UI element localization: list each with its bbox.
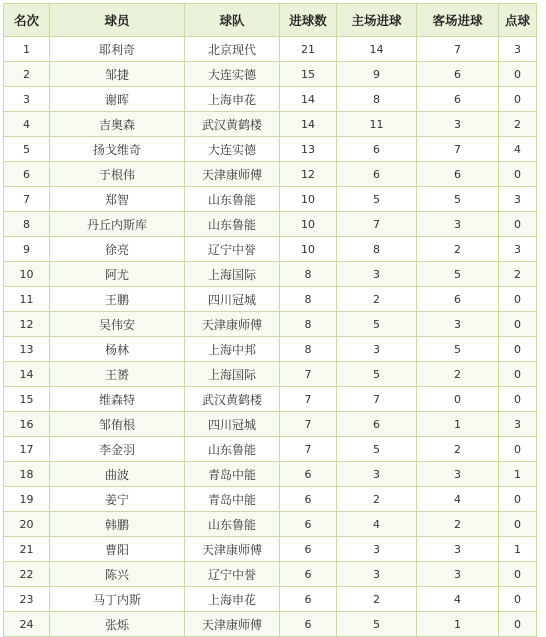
penalty-cell: 0: [499, 337, 537, 362]
away-goals-cell: 3: [417, 312, 499, 337]
home-goals-cell: 5: [337, 362, 417, 387]
penalty-cell: 0: [499, 212, 537, 237]
penalty-cell: 0: [499, 612, 537, 637]
goals-cell: 7: [280, 412, 337, 437]
player-cell: 徐亮: [50, 237, 185, 262]
rank-cell: 14: [4, 362, 50, 387]
rank-cell: 4: [4, 112, 50, 137]
team-cell: 四川冠城: [185, 287, 280, 312]
home-goals-cell: 5: [337, 312, 417, 337]
rank-cell: 9: [4, 237, 50, 262]
team-cell: 大连实德: [185, 62, 280, 87]
away-goals-cell: 5: [417, 187, 499, 212]
rank-cell: 7: [4, 187, 50, 212]
table-row: [4, 487, 537, 512]
table-row: [4, 312, 537, 337]
penalty-cell: 0: [499, 87, 537, 112]
goals-cell: 14: [280, 87, 337, 112]
rank-cell: 24: [4, 612, 50, 637]
player-cell: 陈兴: [50, 562, 185, 587]
home-goals-cell: 2: [337, 487, 417, 512]
away-goals-cell: 6: [417, 87, 499, 112]
table-row: [4, 137, 537, 162]
table-header: [4, 4, 537, 37]
table-row: [4, 387, 537, 412]
home-goals-cell: 8: [337, 87, 417, 112]
table-row: [4, 587, 537, 612]
away-goals-cell: 7: [417, 137, 499, 162]
away-goals-cell: 3: [417, 537, 499, 562]
penalty-cell: 0: [499, 387, 537, 412]
team-cell: 天津康师傅: [185, 312, 280, 337]
table-row: [4, 287, 537, 312]
rank-cell: 8: [4, 212, 50, 237]
team-cell: 上海申花: [185, 587, 280, 612]
rank-cell: 10: [4, 262, 50, 287]
goals-cell: 6: [280, 562, 337, 587]
home-goals-cell: 6: [337, 162, 417, 187]
table-body: [4, 37, 537, 637]
away-goals-cell: 4: [417, 487, 499, 512]
player-cell: 邹侑根: [50, 412, 185, 437]
home-goals-cell: 8: [337, 237, 417, 262]
team-cell: 天津康师傅: [185, 537, 280, 562]
home-goals-cell: 7: [337, 387, 417, 412]
penalty-cell: 2: [499, 112, 537, 137]
table-row: [4, 187, 537, 212]
away-goals-cell: 3: [417, 112, 499, 137]
player-cell: 耶利奇: [50, 37, 185, 62]
table-row: [4, 237, 537, 262]
player-cell: 于根伟: [50, 162, 185, 187]
goals-cell: 8: [280, 262, 337, 287]
player-cell: 谢晖: [50, 87, 185, 112]
player-cell: 邹捷: [50, 62, 185, 87]
player-cell: 张烁: [50, 612, 185, 637]
goals-cell: 6: [280, 537, 337, 562]
away-goals-cell: 5: [417, 337, 499, 362]
home-goals-cell: 3: [337, 337, 417, 362]
scorer-table: [3, 3, 537, 637]
goals-cell: 21: [280, 37, 337, 62]
team-cell: 山东鲁能: [185, 212, 280, 237]
goals-cell: 6: [280, 512, 337, 537]
rank-cell: 2: [4, 62, 50, 87]
player-cell: 丹丘内斯库: [50, 212, 185, 237]
penalty-cell: 3: [499, 237, 537, 262]
player-cell: 郑智: [50, 187, 185, 212]
away-goals-cell: 2: [417, 237, 499, 262]
player-cell: 吉奥森: [50, 112, 185, 137]
rank-cell: 18: [4, 462, 50, 487]
table-row: [4, 162, 537, 187]
away-goals-cell: 5: [417, 262, 499, 287]
header-team: 球队: [185, 4, 280, 37]
table-row: [4, 37, 537, 62]
table-row: [4, 362, 537, 387]
penalty-cell: 0: [499, 287, 537, 312]
rank-cell: 13: [4, 337, 50, 362]
rank-cell: 21: [4, 537, 50, 562]
away-goals-cell: 7: [417, 37, 499, 62]
penalty-cell: 3: [499, 412, 537, 437]
goals-cell: 8: [280, 312, 337, 337]
team-cell: 青岛中能: [185, 487, 280, 512]
away-goals-cell: 0: [417, 387, 499, 412]
player-cell: 吴伟安: [50, 312, 185, 337]
rank-cell: 20: [4, 512, 50, 537]
team-cell: 武汉黄鹤楼: [185, 112, 280, 137]
penalty-cell: 0: [499, 437, 537, 462]
penalty-cell: 0: [499, 62, 537, 87]
home-goals-cell: 5: [337, 187, 417, 212]
player-cell: 韩鹏: [50, 512, 185, 537]
player-cell: 王赟: [50, 362, 185, 387]
team-cell: 武汉黄鹤楼: [185, 387, 280, 412]
penalty-cell: 0: [499, 487, 537, 512]
table-row: [4, 437, 537, 462]
rank-cell: 11: [4, 287, 50, 312]
away-goals-cell: 3: [417, 562, 499, 587]
away-goals-cell: 3: [417, 462, 499, 487]
header-away-goals: 客场进球: [417, 4, 499, 37]
home-goals-cell: 9: [337, 62, 417, 87]
home-goals-cell: 5: [337, 612, 417, 637]
player-cell: 李金羽: [50, 437, 185, 462]
away-goals-cell: 6: [417, 62, 499, 87]
table-row: [4, 87, 537, 112]
rank-cell: 6: [4, 162, 50, 187]
penalty-cell: 0: [499, 312, 537, 337]
goals-cell: 7: [280, 437, 337, 462]
player-cell: 王鹏: [50, 287, 185, 312]
table-row: [4, 62, 537, 87]
away-goals-cell: 1: [417, 612, 499, 637]
penalty-cell: 3: [499, 187, 537, 212]
away-goals-cell: 4: [417, 587, 499, 612]
team-cell: 山东鲁能: [185, 437, 280, 462]
rank-cell: 1: [4, 37, 50, 62]
home-goals-cell: 3: [337, 537, 417, 562]
away-goals-cell: 6: [417, 162, 499, 187]
rank-cell: 3: [4, 87, 50, 112]
team-cell: 辽宁中誉: [185, 562, 280, 587]
home-goals-cell: 14: [337, 37, 417, 62]
player-cell: 马丁内斯: [50, 587, 185, 612]
goals-cell: 6: [280, 612, 337, 637]
team-cell: 上海申花: [185, 87, 280, 112]
goals-cell: 8: [280, 287, 337, 312]
goals-cell: 10: [280, 187, 337, 212]
team-cell: 上海中邦: [185, 337, 280, 362]
table-row: [4, 562, 537, 587]
team-cell: 上海国际: [185, 362, 280, 387]
penalty-cell: 0: [499, 587, 537, 612]
team-cell: 大连实德: [185, 137, 280, 162]
table-row: [4, 537, 537, 562]
goals-cell: 14: [280, 112, 337, 137]
table-row: [4, 212, 537, 237]
goals-cell: 15: [280, 62, 337, 87]
header-home-goals: 主场进球: [337, 4, 417, 37]
rank-cell: 5: [4, 137, 50, 162]
table-row: [4, 412, 537, 437]
away-goals-cell: 2: [417, 437, 499, 462]
scorer-table-container: [3, 3, 536, 637]
penalty-cell: 1: [499, 462, 537, 487]
team-cell: 山东鲁能: [185, 187, 280, 212]
penalty-cell: 2: [499, 262, 537, 287]
header-row: [4, 4, 537, 37]
header-player: 球员: [50, 4, 185, 37]
team-cell: 辽宁中誉: [185, 237, 280, 262]
penalty-cell: 3: [499, 37, 537, 62]
home-goals-cell: 7: [337, 212, 417, 237]
away-goals-cell: 2: [417, 512, 499, 537]
rank-cell: 17: [4, 437, 50, 462]
player-cell: 曲波: [50, 462, 185, 487]
header-rank: 名次: [4, 4, 50, 37]
player-cell: 阿尤: [50, 262, 185, 287]
player-cell: 姜宁: [50, 487, 185, 512]
rank-cell: 16: [4, 412, 50, 437]
away-goals-cell: 6: [417, 287, 499, 312]
table-row: [4, 512, 537, 537]
home-goals-cell: 3: [337, 462, 417, 487]
rank-cell: 15: [4, 387, 50, 412]
player-cell: 扬戈维奇: [50, 137, 185, 162]
team-cell: 北京现代: [185, 37, 280, 62]
home-goals-cell: 4: [337, 512, 417, 537]
away-goals-cell: 3: [417, 212, 499, 237]
rank-cell: 23: [4, 587, 50, 612]
goals-cell: 10: [280, 212, 337, 237]
table-row: [4, 262, 537, 287]
rank-cell: 22: [4, 562, 50, 587]
goals-cell: 10: [280, 237, 337, 262]
player-cell: 杨林: [50, 337, 185, 362]
table-row: [4, 112, 537, 137]
goals-cell: 8: [280, 337, 337, 362]
home-goals-cell: 2: [337, 587, 417, 612]
away-goals-cell: 2: [417, 362, 499, 387]
goals-cell: 6: [280, 587, 337, 612]
penalty-cell: 1: [499, 537, 537, 562]
penalty-cell: 0: [499, 362, 537, 387]
header-goals: 进球数: [280, 4, 337, 37]
penalty-cell: 0: [499, 562, 537, 587]
home-goals-cell: 5: [337, 437, 417, 462]
goals-cell: 6: [280, 462, 337, 487]
goals-cell: 7: [280, 362, 337, 387]
rank-cell: 12: [4, 312, 50, 337]
player-cell: 维森特: [50, 387, 185, 412]
team-cell: 天津康师傅: [185, 612, 280, 637]
rank-cell: 19: [4, 487, 50, 512]
team-cell: 四川冠城: [185, 412, 280, 437]
penalty-cell: 4: [499, 137, 537, 162]
team-cell: 山东鲁能: [185, 512, 280, 537]
home-goals-cell: 6: [337, 137, 417, 162]
table-row: [4, 462, 537, 487]
penalty-cell: 0: [499, 162, 537, 187]
team-cell: 上海国际: [185, 262, 280, 287]
home-goals-cell: 11: [337, 112, 417, 137]
goals-cell: 7: [280, 387, 337, 412]
team-cell: 天津康师傅: [185, 162, 280, 187]
header-penalties: 点球: [499, 4, 537, 37]
goals-cell: 13: [280, 137, 337, 162]
team-cell: 青岛中能: [185, 462, 280, 487]
player-cell: 曹阳: [50, 537, 185, 562]
goals-cell: 12: [280, 162, 337, 187]
home-goals-cell: 6: [337, 412, 417, 437]
home-goals-cell: 3: [337, 262, 417, 287]
penalty-cell: 0: [499, 512, 537, 537]
away-goals-cell: 1: [417, 412, 499, 437]
goals-cell: 6: [280, 487, 337, 512]
table-row: [4, 337, 537, 362]
home-goals-cell: 3: [337, 562, 417, 587]
home-goals-cell: 2: [337, 287, 417, 312]
